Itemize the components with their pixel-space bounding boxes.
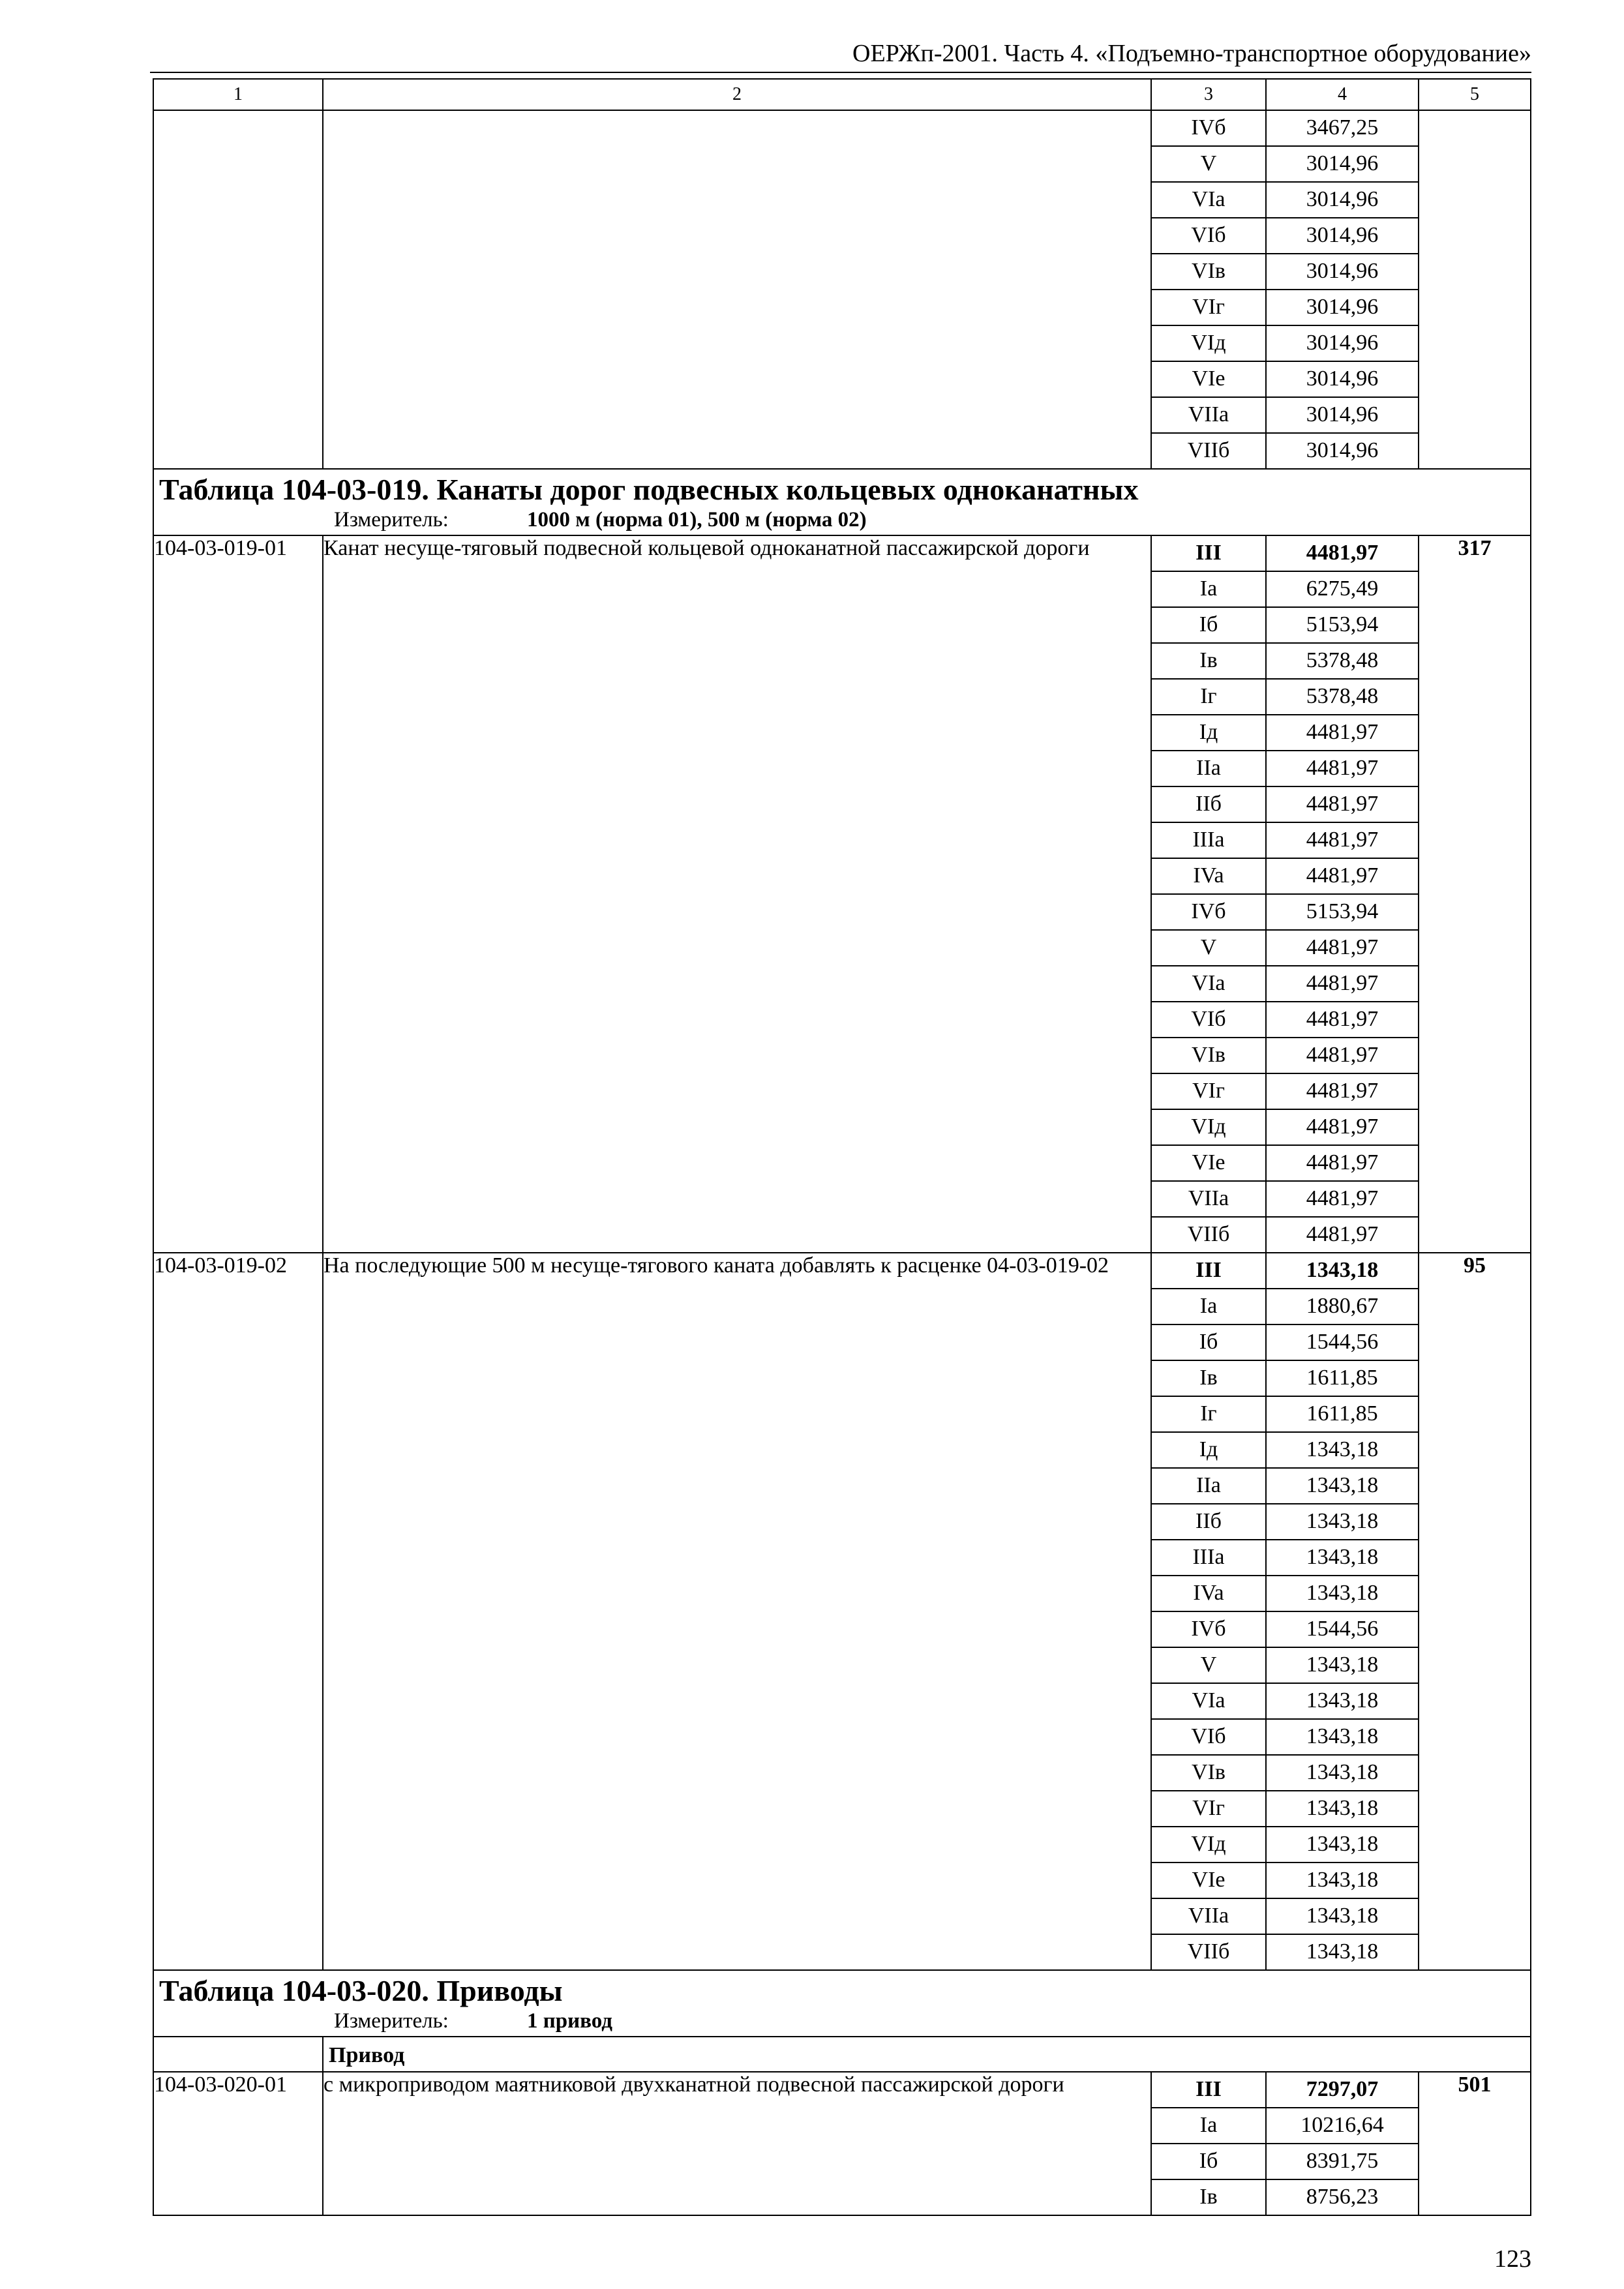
price-value: 1343,18 xyxy=(1267,1934,1418,1969)
table-title: Таблица 104-03-020. Приводы xyxy=(159,1974,563,2007)
column-number: 1 xyxy=(153,79,323,110)
table-title-row xyxy=(153,1970,1531,2037)
region-code: III xyxy=(1195,541,1222,565)
region-list xyxy=(1151,2072,1266,2215)
unit-value: 1000 м (норма 01), 500 м (норма 02) xyxy=(527,508,867,531)
region-code: IVa xyxy=(1152,1575,1265,1611)
column-number: 2 xyxy=(323,79,1151,110)
region-code: VIa xyxy=(1152,181,1265,217)
region-code: IIIa xyxy=(1152,822,1265,858)
price-value: 3014,96 xyxy=(1267,217,1418,253)
region-code: IIIa xyxy=(1152,1539,1265,1575)
region-code: IIa xyxy=(1152,1467,1265,1503)
region-code: IVa xyxy=(1152,858,1265,893)
region-code: VIб xyxy=(1152,217,1265,253)
region-code: VIe xyxy=(1152,361,1265,396)
column-number: 5 xyxy=(1419,79,1531,110)
region-code: VIe xyxy=(1152,1862,1265,1898)
region-code: VIб xyxy=(1152,1001,1265,1037)
region-code: V xyxy=(1152,1647,1265,1683)
region-code: VIд xyxy=(1152,325,1265,361)
price-value: 1544,56 xyxy=(1267,1611,1418,1647)
price-value: 5153,94 xyxy=(1267,893,1418,929)
column-number: 4 xyxy=(1266,79,1419,110)
region-code: VIг xyxy=(1152,289,1265,325)
region-code: Iд xyxy=(1152,1431,1265,1467)
unit-value: 1 привод xyxy=(527,2009,612,2033)
price-value: 1343,18 xyxy=(1267,1575,1418,1611)
region-code: Iв xyxy=(1152,642,1265,678)
price-value: 1343,18 xyxy=(1267,1862,1418,1898)
price-value: 4481,97 xyxy=(1267,1216,1418,1252)
group-spacer xyxy=(153,2037,323,2072)
price-value: 3014,96 xyxy=(1267,181,1418,217)
region-code: VIIб xyxy=(1152,432,1265,468)
price-list xyxy=(1266,535,1419,1253)
price-value: 3014,96 xyxy=(1267,432,1418,468)
price-value: 3014,96 xyxy=(1267,289,1418,325)
unit-label: Измеритель: xyxy=(334,2009,449,2033)
price-value: 6275,49 xyxy=(1267,571,1418,606)
region-code: Iб xyxy=(1152,2143,1265,2179)
price-value: 5378,48 xyxy=(1267,642,1418,678)
price-value: 3014,96 xyxy=(1267,361,1418,396)
rate-description: Канат несуще-тяговый подвесной кольцевой одноканатной пассажирской дороги xyxy=(323,535,1151,1253)
region-code: Iб xyxy=(1152,1324,1265,1360)
price-value: 3467,25 xyxy=(1306,115,1379,140)
price-value: 1611,85 xyxy=(1267,1360,1418,1396)
price-value: 4481,97 xyxy=(1267,750,1418,786)
price-value: 4481,97 xyxy=(1267,1073,1418,1109)
rate-description: На последующие 500 м несуще-тягового каната добавлять к расценке 04-03-019-02 xyxy=(323,1253,1151,1970)
norm-value: 95 xyxy=(1419,1253,1531,1970)
region-code: Ia xyxy=(1152,2107,1265,2143)
rate-row xyxy=(153,1253,1531,1970)
price-list xyxy=(1266,2072,1419,2215)
price-value: 4481,97 xyxy=(1267,786,1418,822)
price-value: 1343,18 xyxy=(1267,1539,1418,1575)
group-row xyxy=(153,2037,1531,2072)
price-value: 3014,96 xyxy=(1267,396,1418,432)
rate-description: с микроприводом маятниковой двухканатной подвесной пассажирской дороги xyxy=(323,2072,1151,2215)
region-code: VIIa xyxy=(1152,1898,1265,1934)
region-code: Iб xyxy=(1152,606,1265,642)
rates-table xyxy=(153,78,1531,2216)
rate-code: 104-03-020-01 xyxy=(153,2072,323,2215)
running-header: ОЕРЖп-2001. Часть 4. «Подъемно-транспортное оборудование» xyxy=(852,40,1531,67)
price-list xyxy=(1266,1253,1419,1970)
region-code: Iг xyxy=(1152,678,1265,714)
rate-code: 104-03-019-01 xyxy=(153,535,323,1253)
region-code: VIд xyxy=(1152,1109,1265,1144)
price-value: 4481,97 xyxy=(1267,714,1418,750)
region-code: VIг xyxy=(1152,1790,1265,1826)
rate-row xyxy=(153,2072,1531,2215)
region-code: VIв xyxy=(1152,253,1265,289)
region-code: VIIa xyxy=(1152,1180,1265,1216)
region-code: Ia xyxy=(1152,571,1265,606)
unit-line xyxy=(159,507,1525,532)
table-title-row xyxy=(153,469,1531,535)
region-code: IVб xyxy=(1152,1611,1265,1647)
region-code: VIв xyxy=(1152,1037,1265,1073)
region-list xyxy=(1151,1253,1266,1970)
region-code: V xyxy=(1152,929,1265,965)
price-value: 1544,56 xyxy=(1267,1324,1418,1360)
price-list xyxy=(1266,110,1419,469)
price-value: 3014,96 xyxy=(1267,145,1418,181)
price-value: 1343,18 xyxy=(1267,1683,1418,1718)
region-code: Iв xyxy=(1152,2179,1265,2215)
column-number: 3 xyxy=(1151,79,1266,110)
price-value: 1343,18 xyxy=(1267,1754,1418,1790)
region-code: III xyxy=(1195,2077,1222,2101)
rate-code: 104-03-019-02 xyxy=(153,1253,323,1970)
price-value: 4481,97 xyxy=(1267,1037,1418,1073)
price-value: 5153,94 xyxy=(1267,606,1418,642)
price-value: 1343,18 xyxy=(1267,1647,1418,1683)
region-list xyxy=(1151,110,1266,469)
rate-row xyxy=(153,535,1531,1253)
price-value: 1343,18 xyxy=(1267,1790,1418,1826)
region-code: VIб xyxy=(1152,1718,1265,1754)
price-value: 1343,18 xyxy=(1267,1826,1418,1862)
region-code: Iв xyxy=(1152,1360,1265,1396)
price-value: 1343,18 xyxy=(1267,1503,1418,1539)
region-code: V xyxy=(1152,145,1265,181)
price-value: 4481,97 xyxy=(1267,822,1418,858)
region-code: VIIб xyxy=(1152,1934,1265,1969)
price-value: 3014,96 xyxy=(1267,253,1418,289)
page-number: 123 xyxy=(1494,2245,1531,2273)
price-value: 1343,18 xyxy=(1267,1718,1418,1754)
region-code: Iг xyxy=(1152,1396,1265,1431)
price-value: 1343,18 xyxy=(1306,1258,1379,1282)
header-rule xyxy=(150,72,1531,73)
price-value: 4481,97 xyxy=(1267,1001,1418,1037)
region-code: VIв xyxy=(1152,1754,1265,1790)
price-value: 4481,97 xyxy=(1267,1180,1418,1216)
norm-value: 501 xyxy=(1419,2072,1531,2215)
region-code: III xyxy=(1195,1258,1222,1282)
price-value: 3014,96 xyxy=(1267,325,1418,361)
region-code: VIa xyxy=(1152,965,1265,1001)
table-title: Таблица 104-03-019. Канаты дорог подвесных кольцевых одноканатных xyxy=(159,473,1139,506)
price-value: 1611,85 xyxy=(1267,1396,1418,1431)
price-value: 5378,48 xyxy=(1267,678,1418,714)
region-code: IIб xyxy=(1152,786,1265,822)
region-code: IIa xyxy=(1152,750,1265,786)
region-code: IVб xyxy=(1191,115,1226,140)
price-value: 1343,18 xyxy=(1267,1431,1418,1467)
group-label: Привод xyxy=(323,2037,1531,2072)
region-code: IVб xyxy=(1152,893,1265,929)
unit-label: Измеритель: xyxy=(334,508,449,531)
norm-value: 317 xyxy=(1419,535,1531,1253)
column-number-row xyxy=(153,79,1531,110)
region-code: Ia xyxy=(1152,1288,1265,1324)
rate-code xyxy=(153,110,323,469)
region-code: Iд xyxy=(1152,714,1265,750)
price-value: 1343,18 xyxy=(1267,1467,1418,1503)
price-value: 8391,75 xyxy=(1267,2143,1418,2179)
price-value: 4481,97 xyxy=(1267,1109,1418,1144)
region-code: VIa xyxy=(1152,1683,1265,1718)
price-value: 4481,97 xyxy=(1267,965,1418,1001)
price-value: 1880,67 xyxy=(1267,1288,1418,1324)
price-value: 4481,97 xyxy=(1267,1144,1418,1180)
region-code: IIб xyxy=(1152,1503,1265,1539)
price-value: 4481,97 xyxy=(1267,929,1418,965)
price-value: 4481,97 xyxy=(1306,541,1379,565)
price-value: 10216,64 xyxy=(1267,2107,1418,2143)
price-value: 4481,97 xyxy=(1267,858,1418,893)
region-code: VIe xyxy=(1152,1144,1265,1180)
norm-value xyxy=(1419,110,1531,469)
rate-description xyxy=(323,110,1151,469)
region-code: VIIa xyxy=(1152,396,1265,432)
continuation-row xyxy=(153,110,1531,469)
price-value: 8756,23 xyxy=(1267,2179,1418,2215)
unit-line xyxy=(159,2009,1525,2033)
region-code: VIд xyxy=(1152,1826,1265,1862)
region-code: VIг xyxy=(1152,1073,1265,1109)
region-code: VIIб xyxy=(1152,1216,1265,1252)
price-value: 7297,07 xyxy=(1306,2077,1379,2101)
region-list xyxy=(1151,535,1266,1253)
price-value: 1343,18 xyxy=(1267,1898,1418,1934)
